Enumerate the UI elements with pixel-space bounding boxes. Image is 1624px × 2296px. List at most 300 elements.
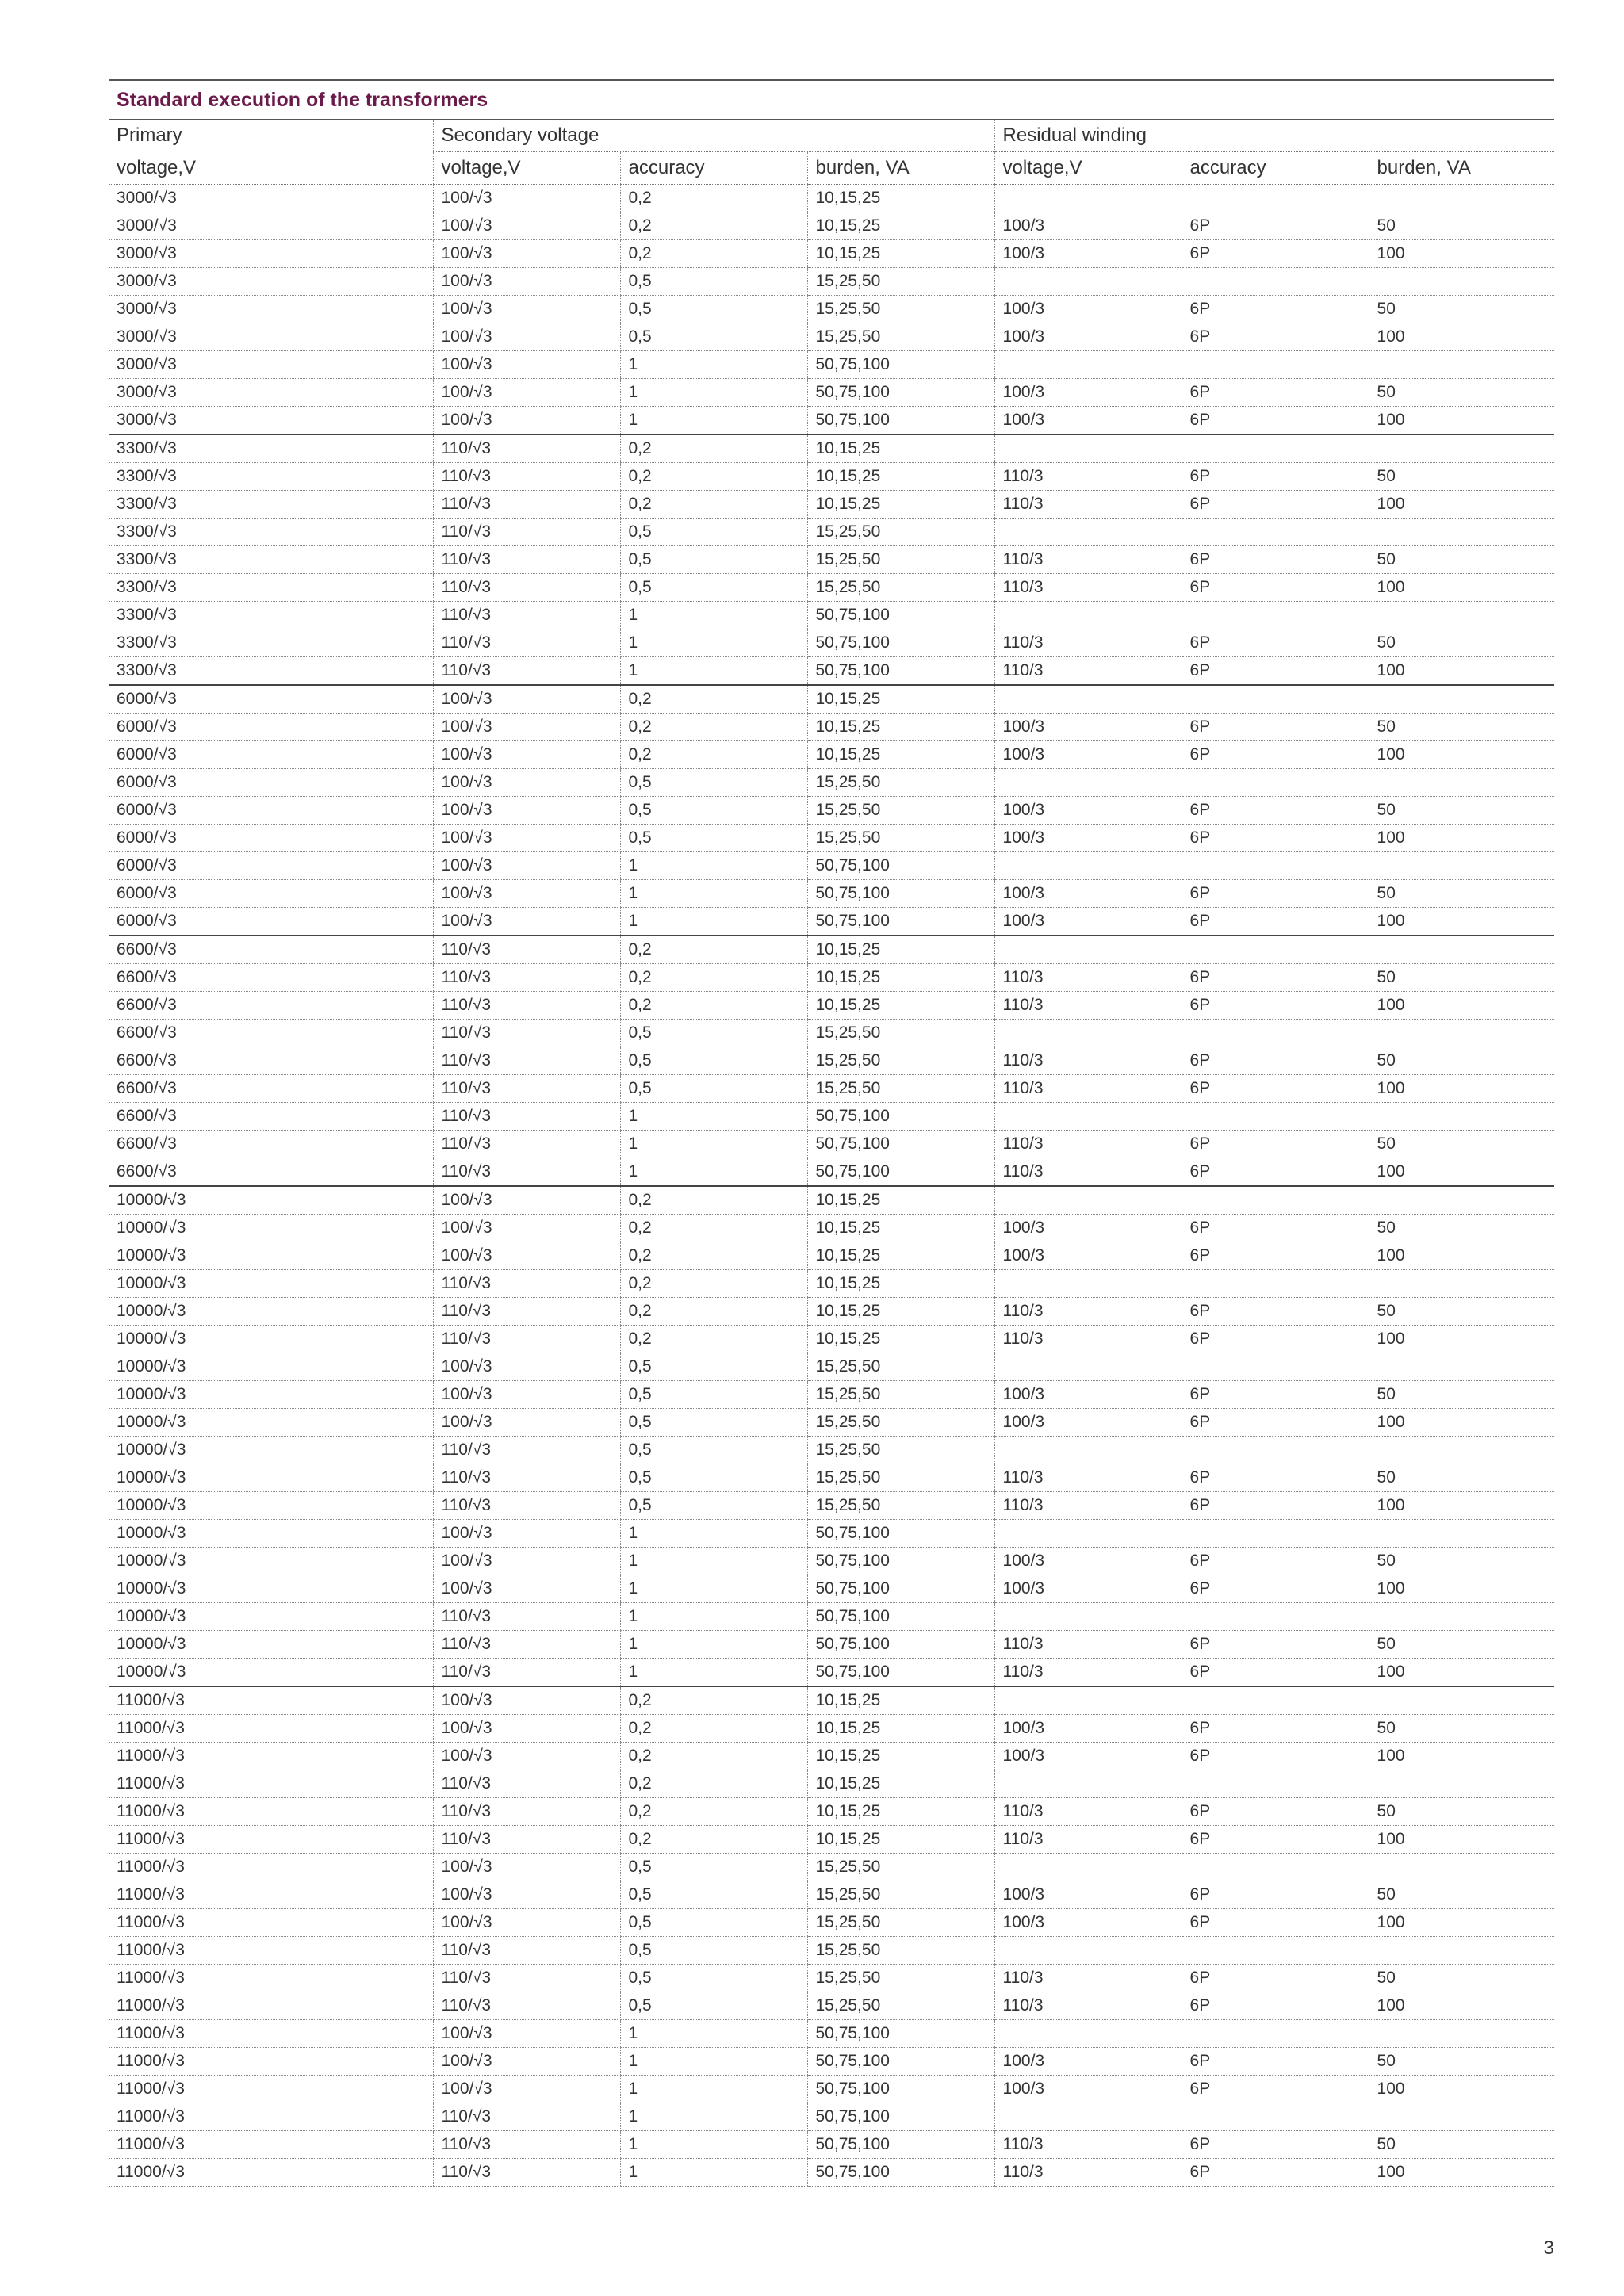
table-row (109, 1020, 1554, 1047)
res-burden-cell (1369, 1603, 1554, 1631)
sec-burden-cell: 50,75,100 (807, 629, 994, 657)
sec-accuracy-cell: 1 (620, 1131, 807, 1158)
res-voltage-cell (994, 1020, 1182, 1047)
sec-accuracy-cell: 0,2 (620, 1242, 807, 1270)
sec-voltage-cell: 110/√3 (433, 936, 620, 964)
table-title: Standard execution of the transformers (109, 81, 1554, 120)
res-voltage-cell: 110/3 (994, 1992, 1182, 2020)
res-accuracy-cell: 6P (1182, 1631, 1369, 1659)
res-burden-cell: 100 (1369, 1659, 1554, 1687)
sec-burden-cell: 15,25,50 (807, 1881, 994, 1909)
res-burden-cell: 100 (1369, 491, 1554, 519)
res-burden-cell: 100 (1369, 1992, 1554, 2020)
res-accuracy-cell: 6P (1182, 908, 1369, 936)
sec-accuracy-cell: 0,2 (620, 714, 807, 741)
sec-accuracy-cell: 1 (620, 351, 807, 379)
table-row (109, 1353, 1554, 1381)
primary-voltage-cell: 10000/√3 (109, 1464, 433, 1492)
table-row (109, 1437, 1554, 1464)
table-row (109, 1520, 1554, 1548)
res-burden-cell (1369, 2020, 1554, 2048)
res-voltage-cell: 110/3 (994, 1631, 1182, 1659)
sec-voltage-cell: 100/√3 (433, 1353, 620, 1381)
res-voltage-cell: 110/3 (994, 463, 1182, 491)
sec-accuracy-cell: 1 (620, 880, 807, 908)
sec-accuracy-cell: 1 (620, 2131, 807, 2159)
sec-accuracy-cell: 1 (620, 629, 807, 657)
res-accuracy-cell: 6P (1182, 964, 1369, 992)
sec-accuracy-cell: 1 (620, 2076, 807, 2103)
sec-voltage-cell: 110/√3 (433, 1047, 620, 1075)
table-row (109, 1631, 1554, 1659)
primary-voltage-cell: 10000/√3 (109, 1215, 433, 1242)
primary-voltage-cell: 3300/√3 (109, 657, 433, 686)
sec-burden-cell: 15,25,50 (807, 1409, 994, 1437)
res-accuracy-cell: 6P (1182, 1575, 1369, 1603)
sec-accuracy-cell: 1 (620, 1158, 807, 1187)
header-sec-voltage: voltage,V (433, 152, 620, 185)
sec-accuracy-cell: 1 (620, 2020, 807, 2048)
res-accuracy-cell (1182, 185, 1369, 212)
sec-voltage-cell: 110/√3 (433, 1937, 620, 1965)
primary-voltage-cell: 3000/√3 (109, 379, 433, 407)
primary-voltage-cell: 6600/√3 (109, 1020, 433, 1047)
sec-accuracy-cell: 1 (620, 657, 807, 686)
table-row (109, 852, 1554, 880)
sec-voltage-cell: 100/√3 (433, 2076, 620, 2103)
table-row (109, 936, 1554, 964)
res-burden-cell (1369, 1270, 1554, 1298)
sec-accuracy-cell: 1 (620, 2103, 807, 2131)
res-burden-cell: 50 (1369, 714, 1554, 741)
res-burden-cell: 50 (1369, 296, 1554, 323)
sec-accuracy-cell: 0,2 (620, 685, 807, 714)
res-burden-cell: 100 (1369, 825, 1554, 852)
transformer-table (109, 120, 1554, 2187)
sec-accuracy-cell: 0,2 (620, 1270, 807, 1298)
sec-voltage-cell: 100/√3 (433, 880, 620, 908)
table-row (109, 351, 1554, 379)
sec-burden-cell: 10,15,25 (807, 1186, 994, 1215)
res-accuracy-cell: 6P (1182, 1075, 1369, 1103)
res-burden-cell: 50 (1369, 1131, 1554, 1158)
primary-voltage-cell: 6000/√3 (109, 714, 433, 741)
sec-accuracy-cell: 0,2 (620, 212, 807, 240)
res-voltage-cell: 100/3 (994, 2076, 1182, 2103)
table-row (109, 1854, 1554, 1881)
sec-voltage-cell: 100/√3 (433, 240, 620, 268)
header-sec-accuracy: accuracy (620, 152, 807, 185)
sec-burden-cell: 10,15,25 (807, 434, 994, 463)
header-row-groups (109, 120, 1554, 152)
res-accuracy-cell: 6P (1182, 1158, 1369, 1187)
sec-voltage-cell: 100/√3 (433, 351, 620, 379)
res-accuracy-cell: 6P (1182, 1881, 1369, 1909)
sec-accuracy-cell: 1 (620, 379, 807, 407)
res-burden-cell (1369, 936, 1554, 964)
sec-accuracy-cell: 0,5 (620, 296, 807, 323)
table-row (109, 1770, 1554, 1798)
sec-accuracy-cell: 0,5 (620, 268, 807, 296)
res-voltage-cell (994, 1270, 1182, 1298)
res-burden-cell: 100 (1369, 1575, 1554, 1603)
sec-voltage-cell: 100/√3 (433, 769, 620, 797)
res-voltage-cell (994, 1186, 1182, 1215)
res-accuracy-cell (1182, 769, 1369, 797)
sec-accuracy-cell: 0,5 (620, 546, 807, 574)
primary-voltage-cell: 10000/√3 (109, 1575, 433, 1603)
sec-voltage-cell: 110/√3 (433, 1464, 620, 1492)
sec-accuracy-cell: 0,2 (620, 240, 807, 268)
sec-burden-cell: 15,25,50 (807, 574, 994, 602)
sec-accuracy-cell: 0,5 (620, 1075, 807, 1103)
sec-voltage-cell: 100/√3 (433, 1881, 620, 1909)
res-accuracy-cell: 6P (1182, 714, 1369, 741)
res-burden-cell: 100 (1369, 1743, 1554, 1770)
res-accuracy-cell: 6P (1182, 463, 1369, 491)
table-row (109, 1047, 1554, 1075)
sec-voltage-cell: 110/√3 (433, 1158, 620, 1187)
res-burden-cell (1369, 1770, 1554, 1798)
sec-burden-cell: 15,25,50 (807, 323, 994, 351)
sec-accuracy-cell: 0,5 (620, 1992, 807, 2020)
res-burden-cell: 100 (1369, 1326, 1554, 1353)
primary-voltage-cell: 3300/√3 (109, 602, 433, 629)
res-voltage-cell (994, 1353, 1182, 1381)
sec-burden-cell: 10,15,25 (807, 1798, 994, 1826)
primary-voltage-cell: 3300/√3 (109, 546, 433, 574)
sec-accuracy-cell: 0,2 (620, 1743, 807, 1770)
sec-burden-cell: 15,25,50 (807, 1965, 994, 1992)
res-voltage-cell: 100/3 (994, 1743, 1182, 1770)
res-burden-cell: 50 (1369, 1798, 1554, 1826)
sec-burden-cell: 10,15,25 (807, 240, 994, 268)
table-row (109, 2131, 1554, 2159)
sec-accuracy-cell: 0,5 (620, 1409, 807, 1437)
res-accuracy-cell: 6P (1182, 825, 1369, 852)
primary-voltage-cell: 10000/√3 (109, 1186, 433, 1215)
res-voltage-cell: 100/3 (994, 296, 1182, 323)
sec-burden-cell: 15,25,50 (807, 1464, 994, 1492)
res-voltage-cell: 110/3 (994, 1826, 1182, 1854)
sec-accuracy-cell: 1 (620, 908, 807, 936)
res-voltage-cell: 110/3 (994, 657, 1182, 686)
res-voltage-cell (994, 351, 1182, 379)
table-row (109, 574, 1554, 602)
res-burden-cell: 50 (1369, 1381, 1554, 1409)
res-burden-cell (1369, 852, 1554, 880)
table-row (109, 1186, 1554, 1215)
table-row (109, 1826, 1554, 1854)
sec-burden-cell: 50,75,100 (807, 657, 994, 686)
primary-voltage-cell: 3000/√3 (109, 185, 433, 212)
sec-voltage-cell: 110/√3 (433, 1992, 620, 2020)
primary-voltage-cell: 11000/√3 (109, 1881, 433, 1909)
primary-voltage-cell: 10000/√3 (109, 1520, 433, 1548)
sec-burden-cell: 50,75,100 (807, 1603, 994, 1631)
primary-voltage-cell: 6600/√3 (109, 1131, 433, 1158)
sec-voltage-cell: 100/√3 (433, 797, 620, 825)
res-burden-cell: 50 (1369, 797, 1554, 825)
res-burden-cell: 100 (1369, 323, 1554, 351)
sec-accuracy-cell: 1 (620, 2159, 807, 2187)
sec-voltage-cell: 100/√3 (433, 1548, 620, 1575)
res-accuracy-cell (1182, 602, 1369, 629)
res-accuracy-cell: 6P (1182, 407, 1369, 435)
res-voltage-cell: 110/3 (994, 992, 1182, 1020)
table-row (109, 992, 1554, 1020)
sec-burden-cell: 15,25,50 (807, 1854, 994, 1881)
sec-voltage-cell: 100/√3 (433, 185, 620, 212)
sec-voltage-cell: 110/√3 (433, 992, 620, 1020)
res-voltage-cell: 100/3 (994, 741, 1182, 769)
res-voltage-cell (994, 519, 1182, 546)
res-burden-cell: 100 (1369, 1409, 1554, 1437)
sec-voltage-cell: 110/√3 (433, 491, 620, 519)
sec-voltage-cell: 110/√3 (433, 657, 620, 686)
res-voltage-cell (994, 434, 1182, 463)
table-row (109, 491, 1554, 519)
sec-voltage-cell: 100/√3 (433, 685, 620, 714)
primary-voltage-cell: 10000/√3 (109, 1326, 433, 1353)
sec-burden-cell: 50,75,100 (807, 1131, 994, 1158)
res-burden-cell (1369, 185, 1554, 212)
sec-burden-cell: 15,25,50 (807, 825, 994, 852)
sec-accuracy-cell: 0,2 (620, 964, 807, 992)
primary-voltage-cell: 10000/√3 (109, 1548, 433, 1575)
sec-accuracy-cell: 1 (620, 1520, 807, 1548)
sec-voltage-cell: 110/√3 (433, 1298, 620, 1326)
res-accuracy-cell: 6P (1182, 1464, 1369, 1492)
sec-accuracy-cell: 0,5 (620, 1464, 807, 1492)
res-voltage-cell: 100/3 (994, 1242, 1182, 1270)
table-row (109, 1215, 1554, 1242)
table-row (109, 323, 1554, 351)
res-accuracy-cell (1182, 351, 1369, 379)
primary-voltage-cell: 3000/√3 (109, 323, 433, 351)
res-accuracy-cell: 6P (1182, 1743, 1369, 1770)
res-accuracy-cell (1182, 936, 1369, 964)
res-burden-cell: 50 (1369, 880, 1554, 908)
table-row (109, 407, 1554, 435)
sec-voltage-cell: 100/√3 (433, 1215, 620, 1242)
sec-burden-cell: 15,25,50 (807, 1047, 994, 1075)
table-row (109, 1659, 1554, 1687)
table-row (109, 1798, 1554, 1826)
sec-burden-cell: 50,75,100 (807, 1520, 994, 1548)
primary-voltage-cell: 6000/√3 (109, 741, 433, 769)
sec-accuracy-cell: 0,2 (620, 1186, 807, 1215)
sec-burden-cell: 10,15,25 (807, 685, 994, 714)
sec-accuracy-cell: 0,2 (620, 741, 807, 769)
res-voltage-cell (994, 2103, 1182, 2131)
res-accuracy-cell: 6P (1182, 657, 1369, 686)
res-burden-cell: 100 (1369, 407, 1554, 435)
sec-voltage-cell: 110/√3 (433, 1020, 620, 1047)
sec-accuracy-cell: 1 (620, 1659, 807, 1687)
res-accuracy-cell (1182, 1770, 1369, 1798)
primary-voltage-cell: 6600/√3 (109, 936, 433, 964)
res-burden-cell: 50 (1369, 1631, 1554, 1659)
primary-voltage-cell: 11000/√3 (109, 2131, 433, 2159)
res-burden-cell: 100 (1369, 1909, 1554, 1937)
primary-voltage-cell: 3000/√3 (109, 240, 433, 268)
res-voltage-cell (994, 1686, 1182, 1715)
res-burden-cell: 50 (1369, 546, 1554, 574)
res-voltage-cell: 110/3 (994, 2159, 1182, 2187)
res-accuracy-cell: 6P (1182, 574, 1369, 602)
res-burden-cell (1369, 2103, 1554, 2131)
table-row (109, 1881, 1554, 1909)
primary-voltage-cell: 11000/√3 (109, 1909, 433, 1937)
primary-voltage-cell: 10000/√3 (109, 1242, 433, 1270)
sec-accuracy-cell: 0,2 (620, 434, 807, 463)
sec-burden-cell: 10,15,25 (807, 491, 994, 519)
sec-burden-cell: 50,75,100 (807, 2020, 994, 2048)
sec-accuracy-cell: 0,5 (620, 797, 807, 825)
primary-voltage-cell: 11000/√3 (109, 1686, 433, 1715)
res-accuracy-cell: 6P (1182, 1492, 1369, 1520)
table-row (109, 1965, 1554, 1992)
res-voltage-cell: 100/3 (994, 825, 1182, 852)
sec-burden-cell: 15,25,50 (807, 1492, 994, 1520)
res-accuracy-cell (1182, 1103, 1369, 1131)
res-accuracy-cell: 6P (1182, 992, 1369, 1020)
table-row (109, 1326, 1554, 1353)
table-row (109, 2159, 1554, 2187)
res-accuracy-cell: 6P (1182, 1909, 1369, 1937)
res-accuracy-cell (1182, 1186, 1369, 1215)
res-accuracy-cell: 6P (1182, 1965, 1369, 1992)
res-accuracy-cell: 6P (1182, 491, 1369, 519)
res-burden-cell (1369, 519, 1554, 546)
sec-accuracy-cell: 0,2 (620, 185, 807, 212)
primary-voltage-cell: 6600/√3 (109, 992, 433, 1020)
res-accuracy-cell (1182, 1270, 1369, 1298)
res-accuracy-cell: 6P (1182, 1242, 1369, 1270)
sec-burden-cell: 10,15,25 (807, 936, 994, 964)
sec-accuracy-cell: 0,5 (620, 323, 807, 351)
res-voltage-cell: 100/3 (994, 1381, 1182, 1409)
res-voltage-cell: 110/3 (994, 1464, 1182, 1492)
sec-burden-cell: 50,75,100 (807, 602, 994, 629)
table-row (109, 268, 1554, 296)
primary-voltage-cell: 11000/√3 (109, 1965, 433, 1992)
sec-accuracy-cell: 0,2 (620, 1298, 807, 1326)
sec-voltage-cell: 100/√3 (433, 2048, 620, 2076)
res-burden-cell: 50 (1369, 2048, 1554, 2076)
sec-accuracy-cell: 0,5 (620, 1437, 807, 1464)
sec-accuracy-cell: 0,5 (620, 1937, 807, 1965)
res-voltage-cell (994, 769, 1182, 797)
primary-voltage-cell: 10000/√3 (109, 1353, 433, 1381)
res-voltage-cell (994, 2020, 1182, 2048)
sec-voltage-cell: 110/√3 (433, 2159, 620, 2187)
primary-voltage-cell: 3300/√3 (109, 491, 433, 519)
res-burden-cell (1369, 1854, 1554, 1881)
sec-burden-cell: 50,75,100 (807, 2048, 994, 2076)
res-voltage-cell: 100/3 (994, 1715, 1182, 1743)
primary-voltage-cell: 3000/√3 (109, 296, 433, 323)
table-row (109, 1131, 1554, 1158)
primary-voltage-cell: 11000/√3 (109, 2159, 433, 2187)
sec-voltage-cell: 100/√3 (433, 1242, 620, 1270)
sec-accuracy-cell: 0,5 (620, 1353, 807, 1381)
sec-voltage-cell: 110/√3 (433, 434, 620, 463)
res-voltage-cell: 100/3 (994, 880, 1182, 908)
sec-voltage-cell: 100/√3 (433, 1575, 620, 1603)
res-voltage-cell: 110/3 (994, 1798, 1182, 1826)
res-voltage-cell: 100/3 (994, 1881, 1182, 1909)
sec-burden-cell: 10,15,25 (807, 741, 994, 769)
sec-accuracy-cell: 0,5 (620, 1965, 807, 1992)
res-accuracy-cell (1182, 685, 1369, 714)
sec-voltage-cell: 100/√3 (433, 323, 620, 351)
res-accuracy-cell: 6P (1182, 2076, 1369, 2103)
sec-accuracy-cell: 0,2 (620, 936, 807, 964)
sec-voltage-cell: 110/√3 (433, 1326, 620, 1353)
primary-voltage-cell: 11000/√3 (109, 1770, 433, 1798)
res-burden-cell: 50 (1369, 1215, 1554, 1242)
table-row (109, 769, 1554, 797)
res-voltage-cell: 100/3 (994, 1548, 1182, 1575)
table-row (109, 1492, 1554, 1520)
res-burden-cell: 100 (1369, 1242, 1554, 1270)
res-burden-cell (1369, 1353, 1554, 1381)
res-voltage-cell: 100/3 (994, 212, 1182, 240)
header-primary: Primary (117, 124, 182, 147)
res-accuracy-cell: 6P (1182, 1826, 1369, 1854)
res-burden-cell (1369, 351, 1554, 379)
primary-voltage-cell: 6600/√3 (109, 1075, 433, 1103)
res-burden-cell: 50 (1369, 1298, 1554, 1326)
sec-burden-cell: 15,25,50 (807, 797, 994, 825)
res-accuracy-cell (1182, 1437, 1369, 1464)
sec-voltage-cell: 110/√3 (433, 964, 620, 992)
res-voltage-cell (994, 1770, 1182, 1798)
res-burden-cell: 100 (1369, 1826, 1554, 1854)
sec-accuracy-cell: 1 (620, 852, 807, 880)
res-accuracy-cell: 6P (1182, 379, 1369, 407)
sec-accuracy-cell: 0,2 (620, 463, 807, 491)
sec-burden-cell: 50,75,100 (807, 407, 994, 435)
table-row (109, 434, 1554, 463)
res-accuracy-cell: 6P (1182, 1992, 1369, 2020)
sec-accuracy-cell: 0,5 (620, 1881, 807, 1909)
sec-burden-cell: 10,15,25 (807, 714, 994, 741)
res-accuracy-cell: 6P (1182, 629, 1369, 657)
res-voltage-cell: 100/3 (994, 1909, 1182, 1937)
res-burden-cell: 100 (1369, 657, 1554, 686)
table-row (109, 1909, 1554, 1937)
res-voltage-cell (994, 1603, 1182, 1631)
primary-voltage-cell: 10000/√3 (109, 1298, 433, 1326)
sec-voltage-cell: 100/√3 (433, 1854, 620, 1881)
res-accuracy-cell: 6P (1182, 296, 1369, 323)
sec-burden-cell: 15,25,50 (807, 1075, 994, 1103)
res-voltage-cell: 100/3 (994, 1409, 1182, 1437)
res-accuracy-cell: 6P (1182, 1798, 1369, 1826)
sec-voltage-cell: 100/√3 (433, 1381, 620, 1409)
sec-voltage-cell: 110/√3 (433, 1075, 620, 1103)
sec-voltage-cell: 110/√3 (433, 1826, 620, 1854)
res-burden-cell: 50 (1369, 1881, 1554, 1909)
table-row (109, 2020, 1554, 2048)
sec-burden-cell: 10,15,25 (807, 1826, 994, 1854)
res-accuracy-cell: 6P (1182, 1548, 1369, 1575)
primary-voltage-cell: 10000/√3 (109, 1492, 433, 1520)
table-row (109, 519, 1554, 546)
